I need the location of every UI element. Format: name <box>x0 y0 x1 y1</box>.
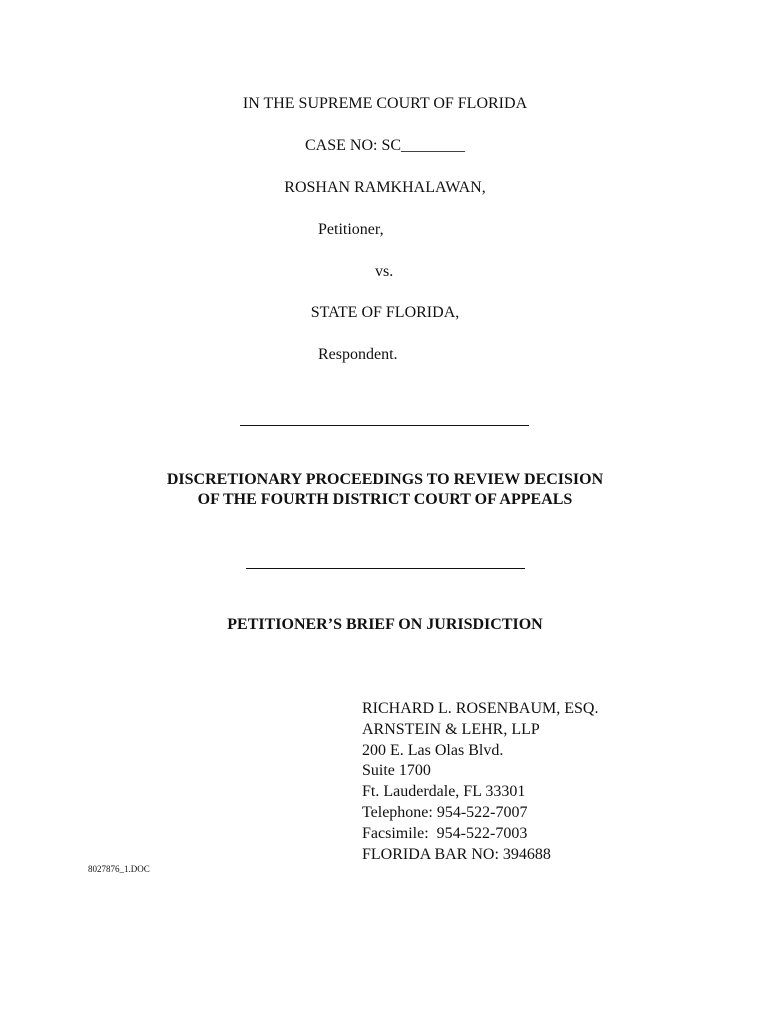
counsel-city: Ft. Lauderdale, FL 33301 <box>362 783 526 801</box>
proceedings-heading-line-2: OF THE FOURTH DISTRICT COURT OF APPEALS <box>197 491 573 508</box>
petitioner-name: ROSHAN RAMKHALAWAN, <box>284 179 486 196</box>
counsel-street: 200 E. Las Olas Blvd. <box>362 741 504 759</box>
counsel-firm: ARNSTEIN & LEHR, LLP <box>362 720 540 738</box>
counsel-name: RICHARD L. ROSENBAUM, ESQ. <box>362 700 599 717</box>
versus-label: vs. <box>375 263 394 280</box>
court-title: IN THE SUPREME COURT OF FLORIDA <box>242 95 528 112</box>
caption-divider <box>240 425 529 426</box>
proceedings-heading-line-1: DISCRETIONARY PROCEEDINGS TO REVIEW DECISION <box>166 471 604 488</box>
proceedings-divider <box>246 568 525 569</box>
petitioner-role: Petitioner, <box>318 221 384 238</box>
counsel-signature-block <box>362 699 598 865</box>
case-number: CASE NO: SC________ <box>304 137 466 154</box>
respondent-role: Respondent. <box>318 346 398 363</box>
brief-title: PETITIONER’S BRIEF ON JURISDICTION <box>227 616 543 633</box>
counsel-facsimile: Facsimile: 954-522-7003 <box>362 824 528 842</box>
counsel-suite: Suite 1700 <box>362 762 431 780</box>
counsel-telephone: Telephone: 954-522-7007 <box>362 803 528 821</box>
document-id: 8027876_1.DOC <box>88 864 150 874</box>
counsel-bar-number: FLORIDA BAR NO: 394688 <box>362 845 551 863</box>
respondent-name: STATE OF FLORIDA, <box>310 304 460 321</box>
